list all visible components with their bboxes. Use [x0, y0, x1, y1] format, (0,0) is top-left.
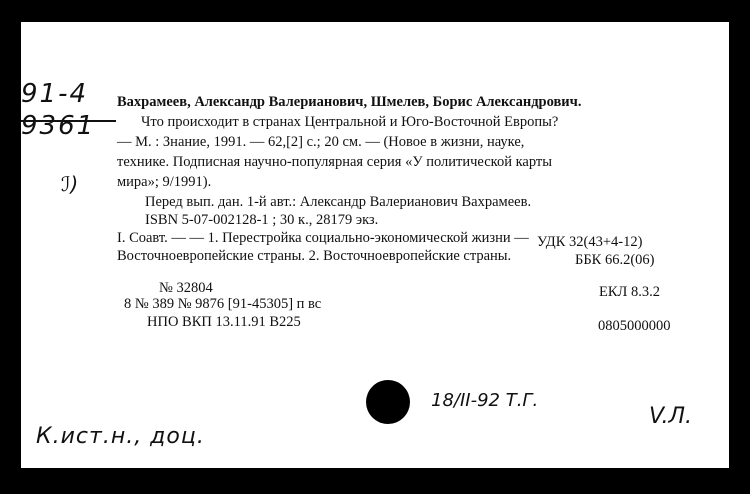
entry-line-isbn: ISBN 5-07-002128-1 ; 30 к., 28179 экз.	[145, 212, 379, 228]
handwritten-author-note: К.ист.н., доц.	[36, 424, 205, 449]
entry-line-note: Перед вып. дан. 1-й авт.: Александр Валерианович Вахрамеев.	[145, 194, 532, 210]
entry-line-imprint: — М. : Знание, 1991. — 62,[2] с.; 20 см. — (Новое в жизни, науке,	[117, 134, 525, 150]
handwritten-date: 18/II-92 Т.Г.	[431, 390, 539, 411]
ekl-code: ЕКЛ 8.3.2	[599, 284, 660, 300]
order-info: 8 № 389 № 9876 [91-45305] п вс	[124, 296, 322, 312]
printer-info: НПО ВКП 13.11.91 В225	[147, 314, 301, 330]
call-number-bottom: 9361	[21, 111, 96, 141]
call-number-top: 91-4	[21, 79, 89, 109]
entry-heading: Вахрамеев, Александр Валерианович, Шмелев, Борис Александрович.	[117, 94, 582, 110]
catalog-card	[21, 22, 729, 468]
udk-code: УДК 32(43+4-12)	[537, 234, 643, 250]
entry-line-title: Что происходит в странах Центральной и Юго-Восточной Европы?	[141, 114, 559, 130]
bbk-code: ББК 66.2(06)	[575, 252, 655, 268]
control-code: 0805000000	[598, 318, 671, 334]
handwritten-initials: V.Л.	[649, 404, 693, 429]
entry-line-series-end: мира»; 9/1991).	[117, 174, 212, 190]
stamp-dot	[366, 380, 410, 424]
entry-line-series: технике. Подписная научно-популярная серия «У политической карты	[117, 154, 552, 170]
card-number: № 32804	[159, 280, 213, 296]
entry-line-tracing: I. Соавт. — — 1. Перестройка социально-экономической жизни —	[117, 230, 529, 246]
entry-line-tracing-end: Восточноевропейские страны. 2. Восточноевропейские страны.	[117, 248, 512, 264]
pencil-mark-icon: ℐ)	[61, 172, 79, 196]
